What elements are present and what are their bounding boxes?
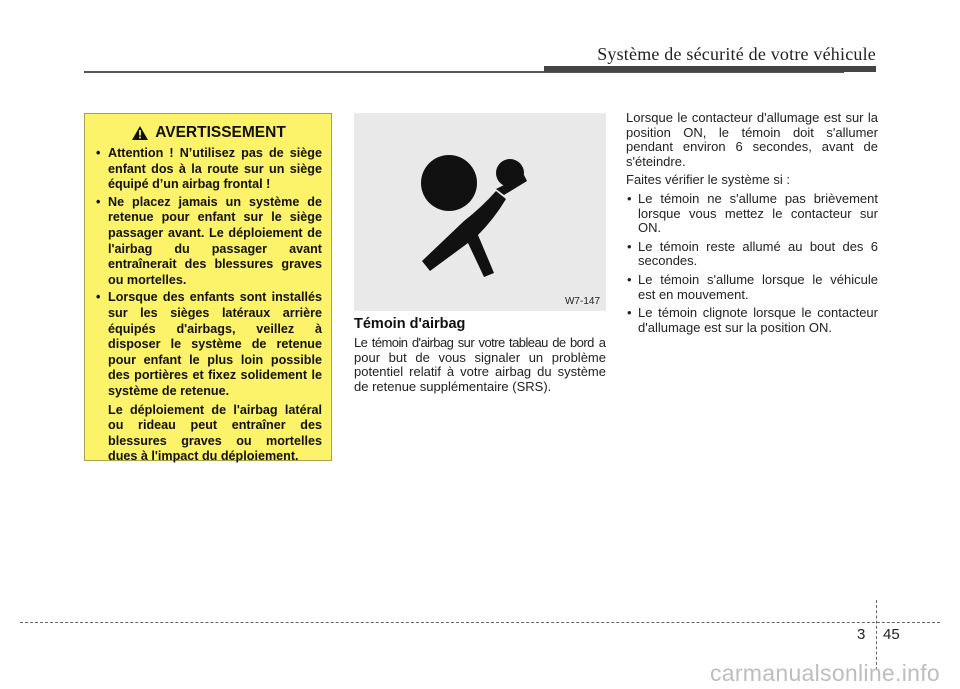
airbag-warning-icon xyxy=(414,143,554,283)
page-number: 45 xyxy=(883,626,900,643)
warning-item: • Ne placez jamais un système de retenue pour enfant sur le siège passager avant. Le déploiement de l'airbag du passager avant entraînerait des blessures graves ou mortelles. xyxy=(95,195,322,289)
warning-title: AVERTISSEMENT xyxy=(155,124,286,141)
check-item: • Le témoin reste allumé au bout des 6 secondes. xyxy=(626,240,878,269)
warning-box xyxy=(84,113,332,464)
warning-sub-paragraph: Le déploiement de l'airbag latéral ou rideau peut entraîner des blessures graves ou mortelles dues à l'impact du déploiement. xyxy=(108,402,322,464)
check-item: • Le témoin s'allume lorsque le véhicule est en mouvement. xyxy=(626,273,878,302)
right-intro: Lorsque le contacteur d'allumage est sur la position ON, le témoin doit s'allumer pendant environ 6 secondes, avant de s'éteindre. xyxy=(626,110,878,169)
warning-triangle-icon xyxy=(131,125,149,141)
section-body-first-line: Le témoin d'airbag sur votre tableau de bord xyxy=(354,335,594,350)
warning-header xyxy=(95,124,322,142)
warning-item: • Attention ! N’utilisez pas de siège enfant dos à la route sur un siège équipé d’un airbag frontal ! xyxy=(95,146,322,193)
chapter-number: 3 xyxy=(857,626,866,643)
right-check: Faites vérifier le système si : xyxy=(626,172,790,188)
right-column xyxy=(626,111,878,339)
airbag-figure xyxy=(354,113,606,311)
check-item: • Le témoin clignote lorsque le contacteur d'allumage est sur la position ON. xyxy=(626,306,878,335)
footer-rule xyxy=(20,622,940,623)
section-body xyxy=(354,336,606,394)
check-list xyxy=(626,192,878,335)
section-heading: Témoin d'airbag xyxy=(354,316,466,332)
warning-list xyxy=(95,146,322,400)
header-rule-accent xyxy=(544,66,876,72)
warning-item: • Lorsque des enfants sont installés sur les sièges latéraux arrière équipés d'airbags, veillez à disposer le système de retenue pour enfant le plus loin possible des portières et fixez solidement le système de retenue. xyxy=(95,290,322,399)
figure-code: W7-147 xyxy=(564,296,600,307)
header-title: Système de sécurité de votre véhicule xyxy=(597,44,876,64)
section-body-rest: a pour but de vous signaler un problème potentiel relatif à votre airbag du système de retenue supplémentaire (SRS). xyxy=(354,335,606,394)
check-item: • Le témoin ne s'allume pas brièvement lorsque vous mettez le contacteur sur ON. xyxy=(626,192,878,236)
watermark: carmanualsonline.info xyxy=(709,660,940,686)
